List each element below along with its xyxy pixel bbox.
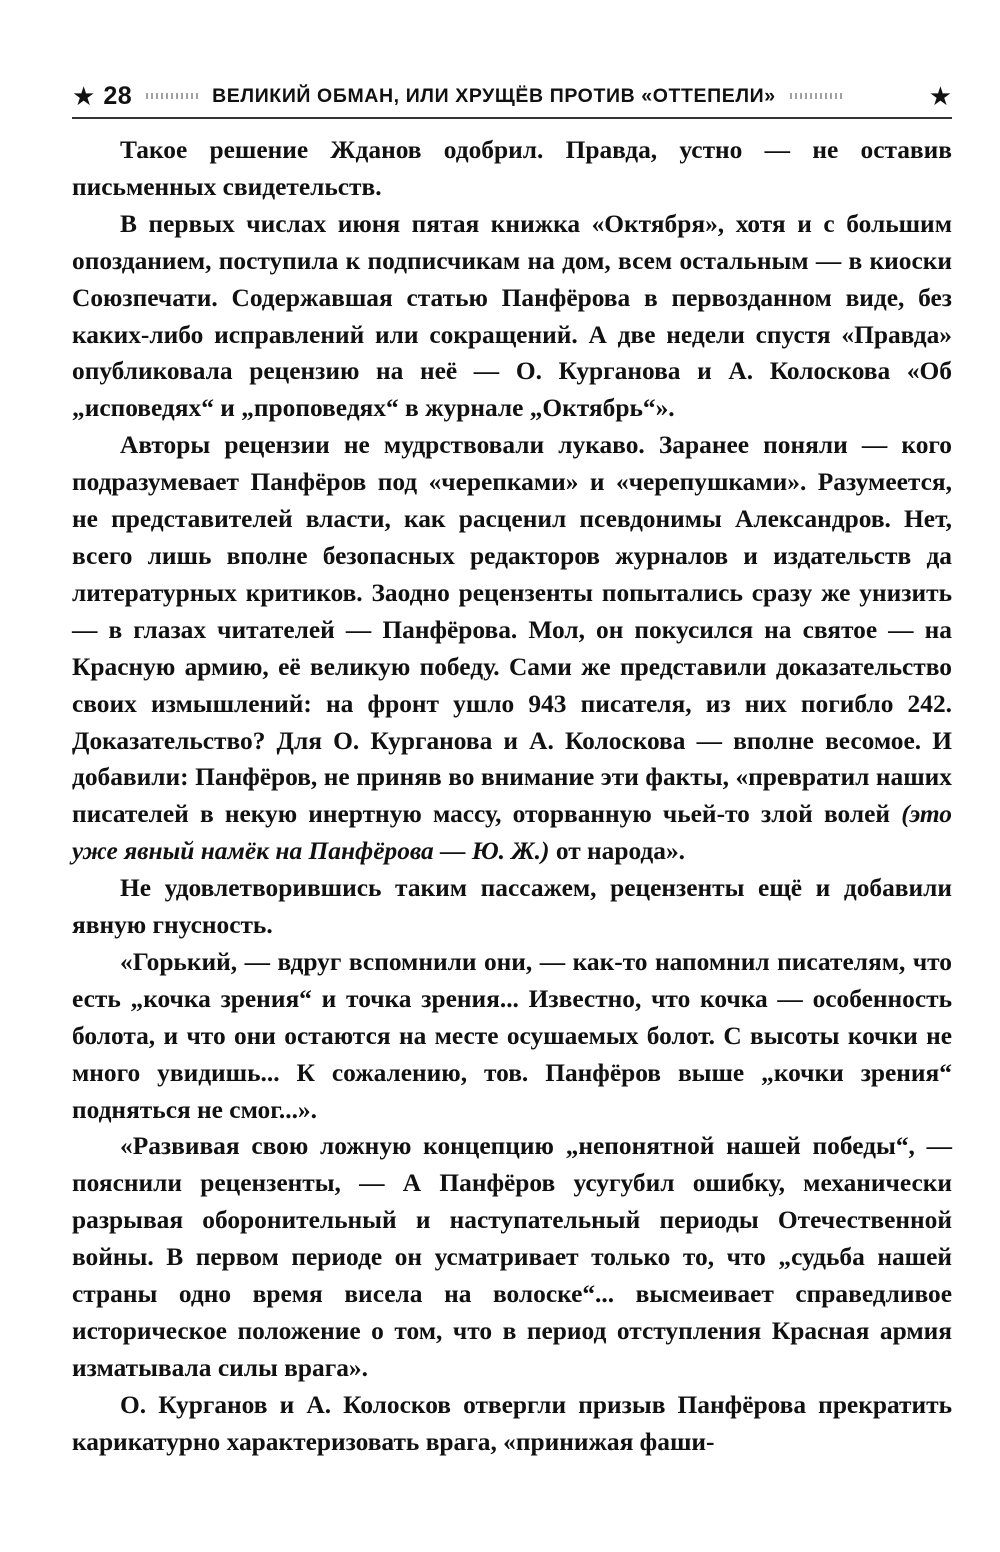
ornament-right	[790, 93, 842, 99]
body-text	[72, 132, 952, 1461]
running-title: ВЕЛИКИЙ ОБМАН, ИЛИ ХРУЩЁВ ПРОТИВ «ОТТЕПЕЛИ»	[212, 84, 776, 107]
paragraph-3	[72, 427, 952, 870]
book-page	[72, 0, 952, 1552]
paragraph-4: Не удовлетворившись таким пассажем, рецензенты ещё и добавили явную гнусность.	[72, 874, 952, 940]
page-number: 28	[103, 81, 133, 110]
running-head	[72, 78, 952, 114]
paragraph-7: О. Курганов и А. Колосков отвергли призыв Панфёрова прекратить карикатурно характеризовать врага, «принижая фаши-	[72, 1390, 952, 1456]
paragraph-3-text: Авторы рецензии не мудрствовали лукаво. Заранее поняли — кого подразумевает Панфёров под «черепками» и «черепушками». Разумеется, не представителей власти, как расценил псевдонимы Александров. Нет, всего лишь вполне безопасных редакторов журналов и издательств да литературных критиков. Заодно рецензенты попытались сразу же унизить — в глазах читателей — Панфёрова. Мол, он покусился на святое — на Красную армию, её великую победу. Сами же представили доказательство своих измышлений: на фронт ушло 943 писателя, из них погибло 242. Доказательство? Для О. Курганова и А. Колоскова — вполне весомое. И добавили: Панфёров, не приняв во внимание эти факты, «превратил наших писателей в некую инертную массу, оторванную чьей-то злой волей	[72, 431, 952, 829]
paragraph-6: «Развивая свою ложную концепцию „непонятной нашей победы“, — пояснили рецензенты, — А Панфёров усугубил ошибку, механически разрывая оборонительный и наступательный периоды Отечественной войны. В первом периоде он усматривает только то, что „судьба нашей страны одно время висела на волоске“... высмеивает справедливое историческое положение о том, что в период отступления Красная армия изматывала силы врага».	[72, 1132, 952, 1382]
header-divider	[72, 117, 952, 119]
star-icon: ★	[928, 81, 952, 111]
paragraph-5: «Горький, — вдруг вспомнили они, — как-то напомнил писателям, что есть „кочка зрения“ и точка зрения... Известно, что кочка — особенность болота, и что они остаются на месте осушаемых болот. С высоты кочки не много увидишь... К сожалению, тов. Панфёров выше „кочки зрения“ подняться не смог...».	[72, 947, 952, 1124]
author-note: (это уже явный намёк на Панфёрова — Ю. Ж.)	[72, 800, 952, 866]
paragraph-1: Такое решение Жданов одобрил. Правда, устно — не оставив письменных свидетельств.	[72, 136, 952, 201]
paragraph-3-end: от народа».	[555, 837, 686, 866]
star-icon: ★	[72, 81, 96, 111]
ornament-left	[146, 93, 198, 99]
paragraph-2: В первых числах июня пятая книжка «Октября», хотя и с большим опозданием, поступила к подписчикам на дом, всем остальным — в киоски Союзпечати. Содержавшая статью Панфёрова в первозданном виде, без каких-либо исправлений или сокращений. А две недели спустя «Правда» опубликовала рецензию на неё — О. Курганова и А. Колоскова «Об „исповедях“ и „проповедях“ в журнале „Октябрь“».	[72, 209, 952, 423]
